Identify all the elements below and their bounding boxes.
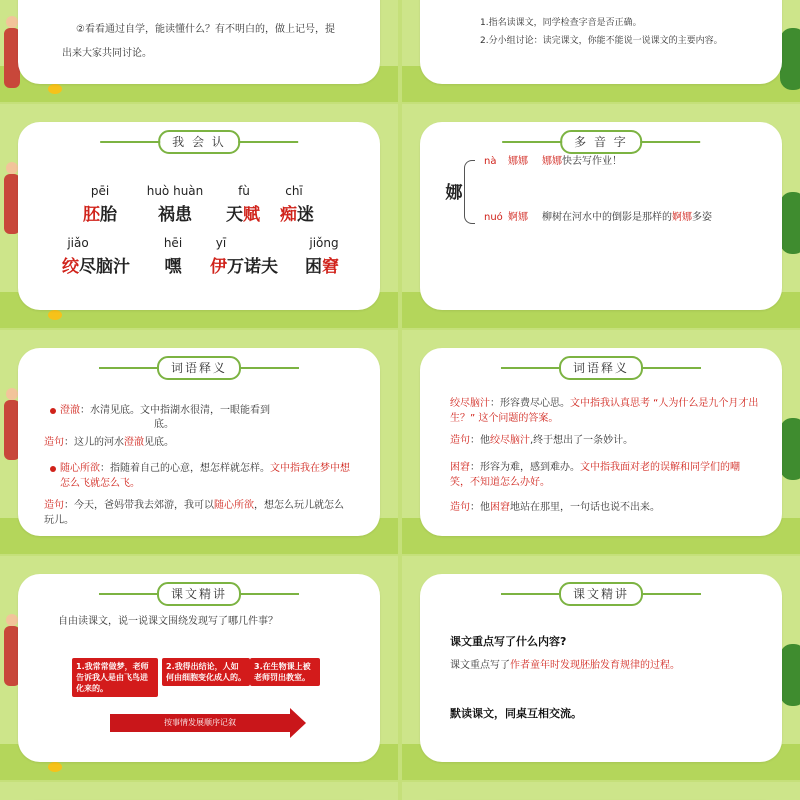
vocab-word: 天赋 [226, 205, 260, 225]
slide-thumbnail-7[interactable] [0, 556, 398, 780]
section-badge: 词语释义 [559, 356, 643, 380]
pinyin: yī [215, 236, 227, 250]
event-box-1: 1.我常常做梦，老师告诉我人是由飞鸟进化来的。 [72, 658, 158, 697]
slide-text: 出来大家共同讨论。 [62, 48, 152, 59]
vocab-word: 伊万诺夫 [210, 257, 278, 277]
definition-text: 困窘：形容为难，感到难办。文中指我面对老的误解和同学们的嘲 [450, 462, 740, 473]
section-badge: 课文精讲 [559, 582, 643, 606]
slide-thumbnail-1[interactable] [0, 0, 398, 102]
pinyin: huò huàn [146, 184, 204, 198]
section-badge: 多 音 字 [560, 130, 642, 154]
example-text: 玩儿。 [44, 515, 74, 526]
pinyin: nà [484, 156, 497, 167]
question-heading: 课文重点写了什么内容? [450, 635, 567, 648]
tree-icon [780, 28, 800, 90]
tree-icon [780, 418, 800, 480]
definition-text: 生？” 这个问题的答案。 [450, 413, 559, 424]
example-text: 造句：这儿的河水澄澈见底。 [44, 437, 174, 448]
event-box-2: 2.我得出结论，人如何由细胞变化成人的。 [162, 658, 250, 686]
vocab-word: 胚胎 [83, 205, 117, 225]
pinyin: pēi [90, 184, 110, 198]
slide-card [18, 348, 380, 536]
slide-thumbnail-5[interactable] [0, 330, 398, 554]
slide-text: 1.指名读课文，同学检查字音是否正确。 [480, 18, 642, 28]
answer-text: 课文重点写了作者童年时发现胚胎发育规律的过程。 [450, 660, 680, 671]
vocab-word: 绞尽脑汁 [62, 257, 130, 277]
question-text: 自由读课文，说一说课文围绕发现写了哪几件事？ [58, 616, 278, 627]
slide-thumbnail-2[interactable] [402, 0, 800, 102]
bullet-icon [50, 466, 56, 472]
vocab-word: 祸患 [158, 205, 192, 225]
pinyin: hēi [163, 236, 183, 250]
task-heading: 默读课文，同桌互相交流。 [450, 707, 582, 720]
tree-icon [780, 192, 800, 254]
slide-text: ②看看通过自学，能读懂什么？有不明白的，做上记号，提 [76, 24, 335, 35]
vocab-word: 困窘 [305, 257, 339, 277]
sequence-arrow: 按事情发展顺序记叙 [110, 714, 290, 732]
pinyin: jiǒng [309, 236, 339, 250]
slide-thumbnail-6[interactable] [402, 330, 800, 554]
slide-thumbnail-10[interactable] [402, 782, 800, 800]
slide-card [18, 122, 380, 310]
example-text: 造句：他困窘地站在那里，一句话也说不出来。 [450, 502, 660, 513]
pinyin: fù [238, 184, 250, 198]
polyphone-char: 娜 [445, 183, 463, 203]
example-text: 造句：今天，爸妈带我去郊游，我可以随心所欲，想怎么玩儿就怎么 [44, 500, 344, 511]
slide-card [420, 348, 782, 536]
flower-icon [48, 762, 62, 772]
example-text: 造句：他绞尽脑汁,终于想出了一条妙计。 [450, 435, 634, 446]
definition-text: 随心所欲：指随着自己的心意，想怎样就怎样。文中指我在梦中想 [60, 463, 350, 474]
definition-text: 底。 [154, 419, 174, 430]
example-sentence: 柳树在河水中的倒影是那样的婀娜多姿 [542, 212, 712, 223]
slide-thumbnail-8[interactable] [402, 556, 800, 780]
pinyin: nuó [484, 212, 503, 223]
slide-card [420, 574, 782, 762]
vocab-word: 嘿 [164, 257, 182, 277]
section-badge: 我 会 认 [158, 130, 240, 154]
slide-thumbnail-4[interactable] [402, 104, 800, 328]
flower-icon [48, 84, 62, 94]
tree-icon [780, 644, 800, 706]
definition-text: 怎么飞就怎么飞。 [60, 478, 140, 489]
definition-text: 绞尽脑汁：形容费尽心思。文中指我认真思考 “人为什么是九个月才出 [450, 398, 759, 409]
definition-text: 澄澈：水清见底。文中指湖水很清，一眼能看到 [60, 405, 270, 416]
bullet-icon [50, 408, 56, 414]
pinyin: jiǎo [67, 236, 89, 250]
example-word: 婀娜 [508, 212, 528, 223]
example-sentence: 娜娜快去写作业！ [542, 156, 622, 167]
slide-card [420, 0, 782, 84]
section-badge: 词语释义 [157, 356, 241, 380]
vocab-word: 痴迷 [280, 205, 314, 225]
slide-text: 2.分小组讨论：读完课文，你能不能说一说课文的主要内容。 [480, 36, 723, 46]
slide-card [18, 0, 380, 84]
brace-icon [464, 160, 475, 224]
example-word: 娜娜 [508, 156, 528, 167]
section-badge: 课文精讲 [157, 582, 241, 606]
pinyin: chī [285, 184, 303, 198]
slide-thumbnail-9[interactable] [0, 782, 398, 800]
slide-thumbnail-3[interactable] [0, 104, 398, 328]
slide-card [18, 574, 380, 762]
event-box-3: 3.在生物课上被老师罚出教室。 [250, 658, 320, 686]
slide-card [420, 122, 782, 310]
definition-text: 笑，不知道怎么办好。 [450, 477, 550, 488]
flower-icon [48, 310, 62, 320]
